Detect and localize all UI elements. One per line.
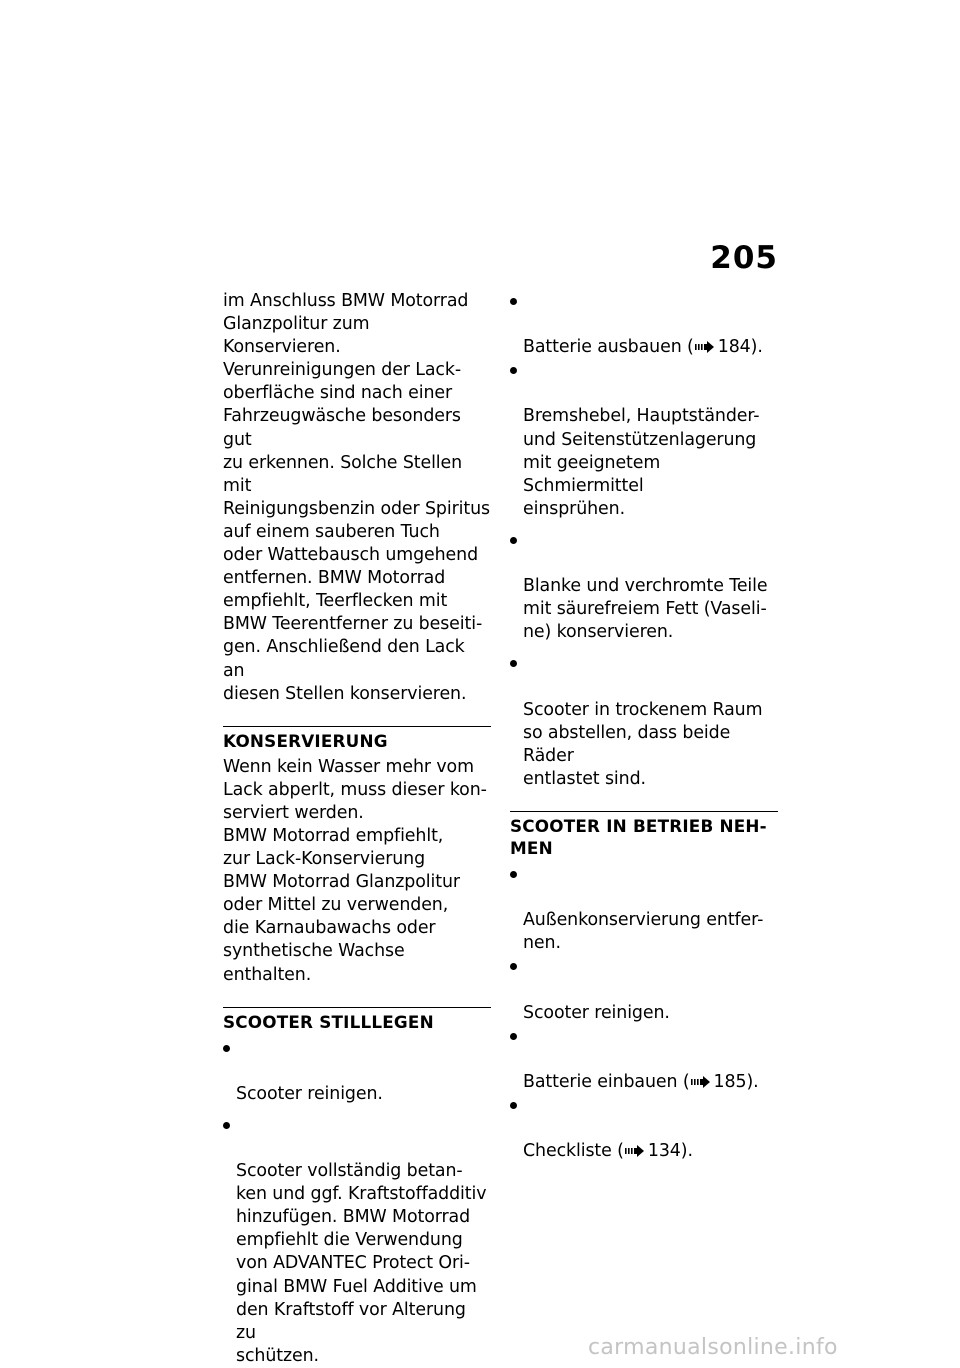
list-item-text: Bremshebel, Hauptständer- und Seitenstützenlagerung mit geeignetem Schmiermittel einsprühen. bbox=[523, 406, 760, 519]
list-item-text: Batterie ausbauen ( bbox=[523, 337, 694, 358]
page-reference[interactable]: 185 bbox=[713, 1071, 747, 1092]
bullet-dot-icon bbox=[510, 660, 517, 667]
list-item bbox=[510, 359, 778, 521]
list-item-text: Batterie einbauen ( bbox=[523, 1071, 690, 1092]
betrieb-list bbox=[510, 863, 778, 1163]
list-item-text: Außenkonservierung entfer- nen. bbox=[523, 910, 764, 954]
bullet-dot-icon bbox=[223, 1045, 230, 1052]
list-item-text: Checkliste ( bbox=[523, 1141, 624, 1162]
right-column bbox=[510, 290, 778, 1163]
bullet-dot-icon bbox=[510, 537, 517, 544]
page-reference[interactable]: 184 bbox=[717, 337, 751, 358]
left-column bbox=[223, 290, 491, 1368]
list-item bbox=[510, 652, 778, 791]
bullet-dot-icon bbox=[510, 1033, 517, 1040]
page-reference-arrow-icon bbox=[625, 1145, 645, 1157]
bullet-dot-icon bbox=[510, 1102, 517, 1109]
bullet-dot-icon bbox=[510, 367, 517, 374]
page-number: 205 bbox=[710, 240, 778, 276]
list-item-text: Scooter vollständig betan- ken und ggf. Kraftstoffadditiv hinzufügen. BMW Motorrad empfiehlt die Verwendung von ADVANTEC Protect Ori- ginal BMW Fuel Additive um den Kraftstoff vor Alterung zu schützen. bbox=[236, 1161, 487, 1366]
section-heading-konservierung: KONSERVIERUNG bbox=[223, 726, 491, 752]
list-item bbox=[510, 1025, 778, 1094]
list-item bbox=[510, 863, 778, 955]
stilllegen-list bbox=[223, 1037, 491, 1368]
bullet-dot-icon bbox=[510, 871, 517, 878]
list-item bbox=[510, 955, 778, 1024]
stilllegen-continued-list bbox=[510, 290, 778, 791]
list-item bbox=[223, 1037, 491, 1106]
bullet-dot-icon bbox=[510, 298, 517, 305]
list-item-text: Blanke und verchromte Teile mit säurefreiem Fett (Vaseli- ne) konservieren. bbox=[523, 576, 768, 643]
section-heading-scooter-in-betrieb-nehmen: SCOOTER IN BETRIEB NEH- MEN bbox=[510, 811, 778, 859]
bullet-dot-icon bbox=[223, 1122, 230, 1129]
page-reference[interactable]: 134 bbox=[647, 1141, 681, 1162]
watermark: carmanualsonline.info bbox=[588, 1335, 838, 1360]
section-heading-scooter-stilllegen: SCOOTER STILLLEGEN bbox=[223, 1007, 491, 1033]
konservierung-paragraph: Wenn kein Wasser mehr vom Lack abperlt, muss dieser kon- serviert werden. BMW Motorrad empfiehlt, zur Lack-Konservierung BMW Motorrad Glanzpolitur oder Mittel zu verwenden, die Karnaubawachs oder synthetische Wachse enthalten. bbox=[223, 756, 487, 985]
list-item-text: Scooter in trockenem Raum so abstellen, dass beide Räder entlastet sind. bbox=[523, 699, 763, 789]
list-item bbox=[510, 1094, 778, 1163]
list-item bbox=[510, 290, 778, 359]
list-item-text-end: ). bbox=[746, 1071, 759, 1092]
list-item-text: Scooter reinigen. bbox=[236, 1083, 383, 1104]
list-item-text-end: ). bbox=[750, 337, 763, 358]
intro-paragraph: im Anschluss BMW Motorrad Glanzpolitur zum Konservieren. Verunreinigungen der Lack- oberfläche sind nach einer Fahrzeugwäsche besonders gut zu erkennen. Solche Stellen mit Reinigungsbenzin oder Spiritus auf einem sauberen Tuch oder Wattebausch umgehend entfernen. BMW Motorrad empfiehlt, Teerflecken mit BMW Teerentferner zu beseiti- gen. Anschließend den Lack an diesen Stellen konservieren. bbox=[223, 291, 490, 704]
bullet-dot-icon bbox=[510, 963, 517, 970]
list-item-text: Scooter reinigen. bbox=[523, 1002, 670, 1023]
list-item-text-end: ). bbox=[680, 1141, 693, 1162]
list-item bbox=[223, 1114, 491, 1368]
page-reference-arrow-icon bbox=[695, 341, 715, 353]
page-reference-arrow-icon bbox=[691, 1076, 711, 1088]
list-item bbox=[510, 529, 778, 644]
